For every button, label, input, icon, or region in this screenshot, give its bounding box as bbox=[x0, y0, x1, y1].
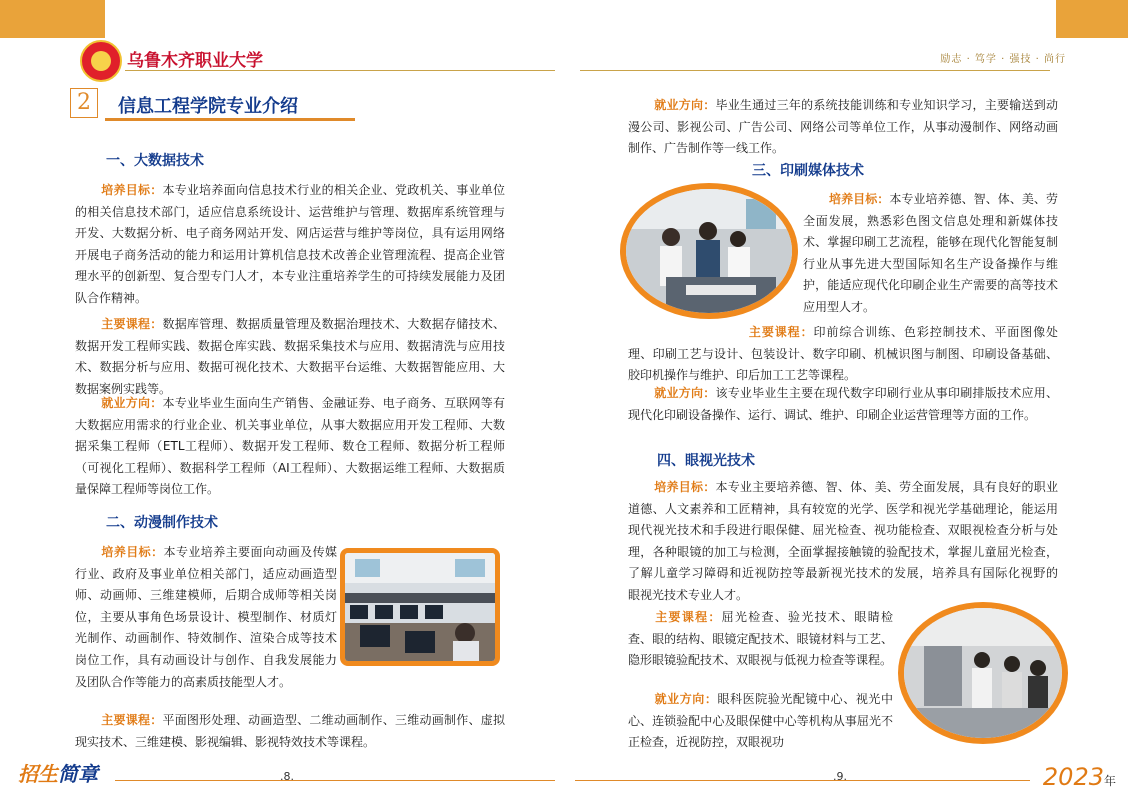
courses-label: 主要课程： bbox=[101, 317, 163, 331]
printing-jobs bbox=[628, 383, 1058, 426]
courses-text: 屈光检查、验光技术、眼睛检查、眼的结构、眼镜定配技术、眼镜材料与工艺、隐形眼镜验配技术、双眼视与低视力检查等课程。 bbox=[628, 610, 893, 668]
section-title-underline bbox=[105, 118, 355, 121]
goal-text: 本专业培养主要面向动画及传媒行业、政府及事业单位相关部门，适应动画造型师、动画师、三维建模师，后期合成师等相关岗位，主要从事角色场景设计、模型制作、材质灯光制作、动画制作、特效制作、渲染合成等技术岗位工作，具有动画设计与创作、自我发展能力及团队合作等能力的高素质技能型人才。 bbox=[75, 545, 337, 689]
courses-text: 印前综合训练、色彩控制技术、平面图像处理、印刷工艺与设计、包装设计、数字印刷、机械识图与制图、印刷设备基础、胶印机操作与维护、印后加工工艺等课程。 bbox=[628, 325, 1058, 383]
printing-lab-photo bbox=[620, 183, 798, 319]
courses-label: 主要课程： bbox=[748, 325, 814, 339]
university-motto: 励志 · 笃学 · 强技 · 尚行 bbox=[940, 54, 1066, 65]
brochure-year bbox=[1043, 763, 1116, 791]
university-name: 乌鲁木齐职业大学 bbox=[127, 51, 263, 71]
footer-rule-right bbox=[575, 780, 1030, 781]
optometry-jobs bbox=[628, 689, 893, 754]
big-data-goal bbox=[75, 180, 505, 310]
courses-text: 平面图形处理、动画造型、二维动画制作、三维动画制作、虚拟现实技术、三维建模、影视编辑、影视特效技术等课程。 bbox=[75, 713, 505, 749]
animation-courses bbox=[75, 710, 505, 753]
optometry-courses bbox=[628, 607, 893, 672]
optometry-clinic-photo bbox=[898, 602, 1068, 744]
animation-goal bbox=[75, 542, 337, 693]
jobs-label: 就业方向： bbox=[654, 386, 716, 400]
jobs-label: 就业方向： bbox=[654, 98, 716, 112]
animation-classroom-photo bbox=[340, 548, 500, 666]
jobs-text: 毕业生通过三年的系统技能训练和专业知识学习，主要输送到动漫公司、影视公司、广告公司、网络公司等单位工作，从事动漫制作、网络动画制作、广告制作等一线工作。 bbox=[628, 98, 1058, 156]
jobs-text: 该专业毕业生主要在现代数字印刷行业从事印刷排版技术应用、现代化印刷设备操作、运行、调试、维护、印刷企业运营管理等方面的工作。 bbox=[628, 386, 1058, 422]
goal-label: 培养目标： bbox=[101, 545, 164, 559]
big-data-jobs bbox=[75, 393, 505, 501]
major-title-optometry: 四、眼视光技术 bbox=[657, 453, 755, 469]
brand-part-a: 招生 bbox=[18, 762, 58, 786]
goal-label: 培养目标： bbox=[654, 480, 716, 494]
jobs-text: 本专业毕业生面向生产销售、金融证券、电子商务、互联网等有大数据应用需求的行业企业、机关事业单位，从事大数据应用开发工程师、大数据采集工程师（ETL工程师）、数据开发工程师、数仓工程师、数据分析工程师（可视化工程师）、数据科学工程师（AI工程师）、大数据运维工程师、大数据质量保障工程师等岗位工作。 bbox=[75, 396, 505, 497]
brochure-brand bbox=[18, 758, 98, 787]
courses-label: 主要课程： bbox=[654, 610, 722, 624]
major-title-printing: 三、印刷媒体技术 bbox=[752, 163, 864, 179]
classroom-image bbox=[345, 553, 495, 661]
footer-rule-left bbox=[115, 780, 555, 781]
page-number-left: .8. bbox=[280, 770, 294, 783]
courses-label: 主要课程： bbox=[101, 713, 163, 727]
goal-label: 培养目标： bbox=[101, 183, 163, 197]
jobs-text: 眼科医院验光配镜中心、视光中心、连锁验配中心及眼保健中心等机构从事屈光不正检查，近视防控，双眼视功 bbox=[628, 692, 893, 750]
university-logo bbox=[80, 40, 122, 82]
section-number: 2 bbox=[70, 88, 98, 118]
printing-lab-image bbox=[626, 189, 792, 313]
major-title-animation: 二、动漫制作技术 bbox=[106, 515, 218, 531]
header-rule-right bbox=[580, 70, 1050, 71]
printing-goal bbox=[803, 189, 1058, 319]
goal-label: 培养目标： bbox=[829, 192, 890, 206]
courses-text: 数据库管理、数据质量管理及数据治理技术、大数据存储技术、数据开发工程师实践、数据仓库实践、数据采集技术与应用、数据清洗与应用技术、数据分析与应用、数据可视化技术、大数据平台运维、大数据智能应用、大数据案例实践等。 bbox=[75, 317, 505, 396]
jobs-label: 就业方向： bbox=[654, 692, 718, 706]
jobs-label: 就业方向： bbox=[101, 396, 163, 410]
brand-part-b: 简章 bbox=[58, 762, 98, 786]
major-title-big-data: 一、大数据技术 bbox=[106, 153, 204, 169]
year-number: 2023 bbox=[1042, 763, 1104, 791]
top-right-corner-decoration bbox=[1056, 0, 1128, 38]
top-left-corner-decoration bbox=[0, 0, 105, 38]
printing-courses bbox=[628, 322, 1058, 387]
big-data-courses bbox=[75, 314, 505, 400]
animation-jobs bbox=[628, 95, 1058, 160]
section-title: 信息工程学院专业介绍 bbox=[118, 96, 298, 117]
goal-text: 本专业主要培养德、智、体、美、劳全面发展，具有良好的职业道德、人文素养和工匠精神，具有较宽的光学、医学和视光学基础理论，能运用现代视光技术和手段进行眼保健、屈光检查、视功能检查、双眼视检查分析与处理，各种眼镜的加工与检测，全面掌握接触镜的验配技术，掌握儿童屈光检查，了解儿童学习障碍和近视防控等最新视光技术的发展，培养具有国际化视野的 眼视光技术专业人才。 bbox=[628, 480, 1071, 602]
goal-text: 本专业培养面向信息技术行业的相关企业、党政机关、事业单位的相关信息技术部门，适应信息系统设计、运营维护与管理、数据库系统管理与开发、大数据分析、电子商务网站开发、网店运营与维护等岗位，具有运用网络开展电子商务活动的能力和运用计算机信息技术改善企业管理流程、提高企业管理水平的创新型、复合型专门人才，本专业注重培养学生的可持续发展能力及团队合作精神。 bbox=[75, 183, 505, 305]
goal-text: 本专业培养德、智、体、美、劳全面发展，熟悉彩色图文信息处理和新媒体技术、掌握印刷工艺流程，能够在现代化智能复制行业从事先进大型国际知名生产设备操作与维护，能适应现代化印刷企业生产需要的高等技术应用型人才。 bbox=[803, 192, 1058, 314]
optometry-goal bbox=[628, 477, 1071, 607]
year-suffix: 年 bbox=[1103, 774, 1116, 788]
optometry-clinic-image bbox=[904, 608, 1062, 738]
page-number-right: .9. bbox=[833, 770, 847, 783]
